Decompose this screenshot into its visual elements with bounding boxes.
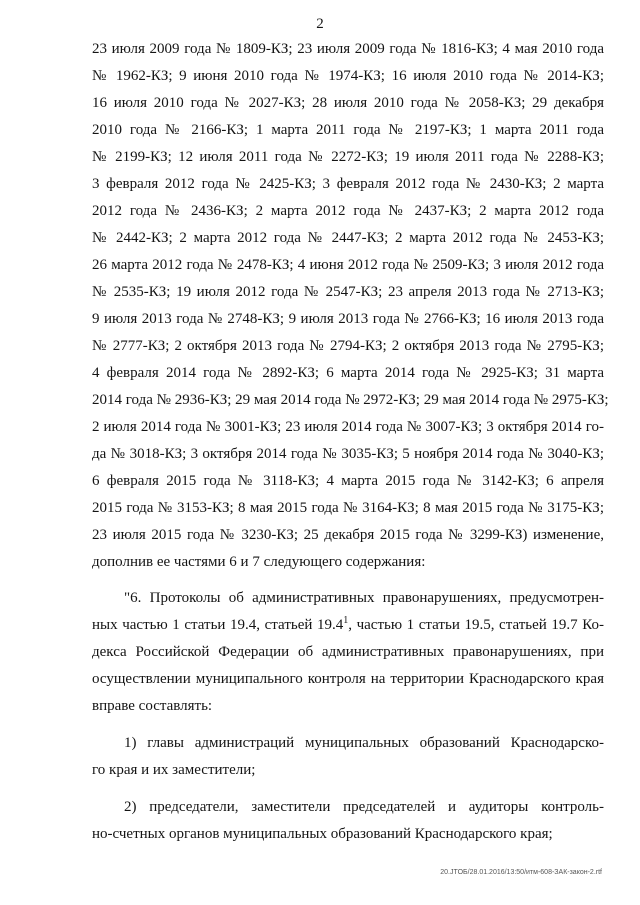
text-line: 26 марта 2012 года № 2478-КЗ; 4 июня 2012 года № 2509-КЗ; 3 июля 2012 года xyxy=(92,257,604,273)
text-line: 2010 года № 2166-КЗ; 1 марта 2011 года № 2197-КЗ; 1 марта 2011 года xyxy=(92,122,604,138)
document-footer-code: 20.JTOБ/28.01.2016/13:50/итм-608-ЗАК-закон-2.rtf xyxy=(440,869,602,876)
text-line: 2 июля 2014 года № 3001-КЗ; 23 июля 2014 года № 3007-КЗ; 3 октября 2014 го- xyxy=(92,419,604,435)
text-line: № 2777-КЗ; 2 октября 2013 года № 2794-КЗ; 2 октября 2013 года № 2795-КЗ; xyxy=(92,338,604,354)
text-line: 9 июля 2013 года № 2748-КЗ; 9 июля 2013 года № 2766-КЗ; 16 июля 2013 года xyxy=(92,311,604,327)
text-line: № 2199-КЗ; 12 июля 2011 года № 2272-КЗ; 19 июля 2011 года № 2288-КЗ; xyxy=(92,149,604,165)
list-item-1-line: 1) главы администраций муниципальных образований Краснодарско- xyxy=(124,735,604,751)
text-line: 2014 года № 2936-КЗ; 29 мая 2014 года № 2972-КЗ; 29 мая 2014 года № 2975-КЗ; xyxy=(92,392,609,408)
text-line: дополнив ее частями 6 и 7 следующего содержания: xyxy=(92,554,426,570)
superscript: 1 xyxy=(343,615,349,626)
text-line: 16 июля 2010 года № 2027-КЗ; 28 июля 2010 года № 2058-КЗ; 29 декабря xyxy=(92,95,604,111)
paragraph-6-line xyxy=(92,616,604,634)
text-run: , частью 1 статьи 19.5, статьей 19.7 Ко- xyxy=(348,617,604,633)
text-line: 23 июля 2015 года № 3230-КЗ; 25 декабря 2015 года № 3299-КЗ) изменение, xyxy=(92,527,604,543)
paragraph-6-line: вправе составлять: xyxy=(92,698,213,714)
text-line: 4 февраля 2014 года № 2892-КЗ; 6 марта 2014 года № 2925-КЗ; 31 марта xyxy=(92,365,604,381)
text-line: 23 июля 2009 года № 1809-КЗ; 23 июля 2009 года № 1816-КЗ; 4 мая 2010 года xyxy=(92,41,604,57)
text-line: 2012 года № 2436-КЗ; 2 марта 2012 года № 2437-КЗ; 2 марта 2012 года xyxy=(92,203,604,219)
list-item-2-line: но-счетных органов муниципальных образований Краснодарского края; xyxy=(92,826,553,842)
text-line: № 2442-КЗ; 2 марта 2012 года № 2447-КЗ; 2 марта 2012 года № 2453-КЗ; xyxy=(92,230,604,246)
paragraph-6-line: осуществлении муниципального контроля на территории Краснодарского края xyxy=(92,671,604,687)
text-line: № 2535-КЗ; 19 июля 2012 года № 2547-КЗ; 23 апреля 2013 года № 2713-КЗ; xyxy=(92,284,604,300)
paragraph-6-line: "6. Протоколы об административных правонарушениях, предусмотрен- xyxy=(124,590,604,606)
paragraph-6-line: декса Российской Федерации об административных правонарушениях, при xyxy=(92,644,604,660)
list-item-1-line: го края и их заместители; xyxy=(92,762,256,778)
text-run: ных частью 1 статьи 19.4, статьей 19.4 xyxy=(92,617,344,633)
list-item-2-line: 2) председатели, заместители председателей и аудиторы контроль- xyxy=(124,799,604,815)
page-number: 2 xyxy=(316,16,324,32)
text-line: 3 февраля 2012 года № 2425-КЗ; 3 февраля 2012 года № 2430-КЗ; 2 марта xyxy=(92,176,604,192)
text-line: 2015 года № 3153-КЗ; 8 мая 2015 года № 3164-КЗ; 8 мая 2015 года № 3175-КЗ; xyxy=(92,500,604,516)
text-line: 6 февраля 2015 года № 3118-КЗ; 4 марта 2015 года № 3142-КЗ; 6 апреля xyxy=(92,473,604,489)
text-line: да № 3018-КЗ; 3 октября 2014 года № 3035-КЗ; 5 ноября 2014 года № 3040-КЗ; xyxy=(92,446,604,462)
text-line: № 1962-КЗ; 9 июня 2010 года № 1974-КЗ; 16 июля 2010 года № 2014-КЗ; xyxy=(92,68,604,84)
